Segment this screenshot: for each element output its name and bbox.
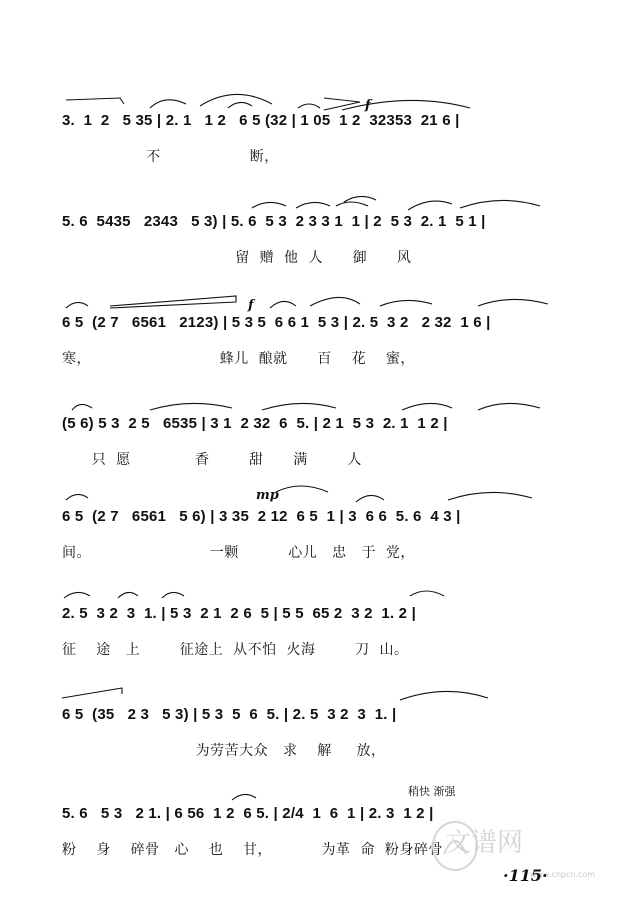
watermark-url: www.cnpcn.com <box>530 870 596 879</box>
lyrics-line: 只 愿 香 甜 满 人 <box>62 452 362 468</box>
notation-line: 6 5 (35 2 3 5 3) | 5 3 5 6 5. | 2. 5 3 2 3 1. | <box>62 706 397 723</box>
notation-line: 5. 6 5435 2343 5 3) | 5. 6 5 3 2 3 3 1 1 | 2 5 3 2. 1 5 1 | <box>62 213 486 230</box>
lyrics-line: 留 赠 他 人 御 风 <box>62 250 412 266</box>
dynamic-mark: mp <box>256 488 279 503</box>
lyrics-line: 粉 身 碎骨 心 也 甘， 为革 命 粉身碎骨 <box>62 842 443 858</box>
notation-line: 6 5 (2 7 6561 5 6) | 3 35 2 12 6 5 1 | 3 6 6 5. 6 4 3 | <box>62 508 461 525</box>
notation-line: 6 5 (2 7 6561 2123) | 5 3 5 6 6 1 5 3 | 2. 5 3 2 2 32 1 6 | <box>62 314 491 331</box>
lyrics-line: 征 途 上 征途上 从不怕 火海 刀 山。 <box>62 642 409 658</box>
notation-line: 2. 5 3 2 3 1. | 5 3 2 1 2 6 5 | 5 5 65 2 3 2 1. 2 | <box>62 605 416 622</box>
score-line-1 <box>0 98 620 202</box>
score-line-6 <box>0 605 620 695</box>
lyrics-line: 不 断， <box>62 149 279 165</box>
score-line-5 <box>0 488 620 598</box>
tempo-marking: 稍快 渐强 <box>408 785 456 798</box>
score-line-4 <box>0 415 620 505</box>
notation-line: 5. 6 5 3 2 1. | 6 56 1 2 6 5. | 2/4 1 6 1 | 2. 3 1 2 | <box>62 805 434 822</box>
score-line-2 <box>0 213 620 303</box>
page-number: ·115· <box>503 866 548 885</box>
lyrics-line: 寒， 蜂儿 酿就 百 花 蜜， <box>62 351 415 367</box>
notation-line: 3. 1 2 5 35 | 2. 1 1 2 6 5 (32 | 1 05 1 2 32353 21 6 | <box>62 112 460 129</box>
watermark-text: 文谱网 <box>445 828 524 858</box>
score-line-3 <box>0 298 620 404</box>
score-line-7 <box>0 706 620 796</box>
dynamic-mark: f <box>248 298 254 313</box>
lyrics-line: 间。 一颗 心儿 忠 于 党， <box>62 545 415 561</box>
lyrics-line: 为劳苦大众 求 解 放， <box>62 743 386 759</box>
dynamic-mark: f <box>365 98 371 113</box>
notation-line: (5 6) 5 3 2 5 6535 | 3 1 2 32 6 5. | 2 1 5 3 2. 1 1 2 | <box>62 415 448 432</box>
